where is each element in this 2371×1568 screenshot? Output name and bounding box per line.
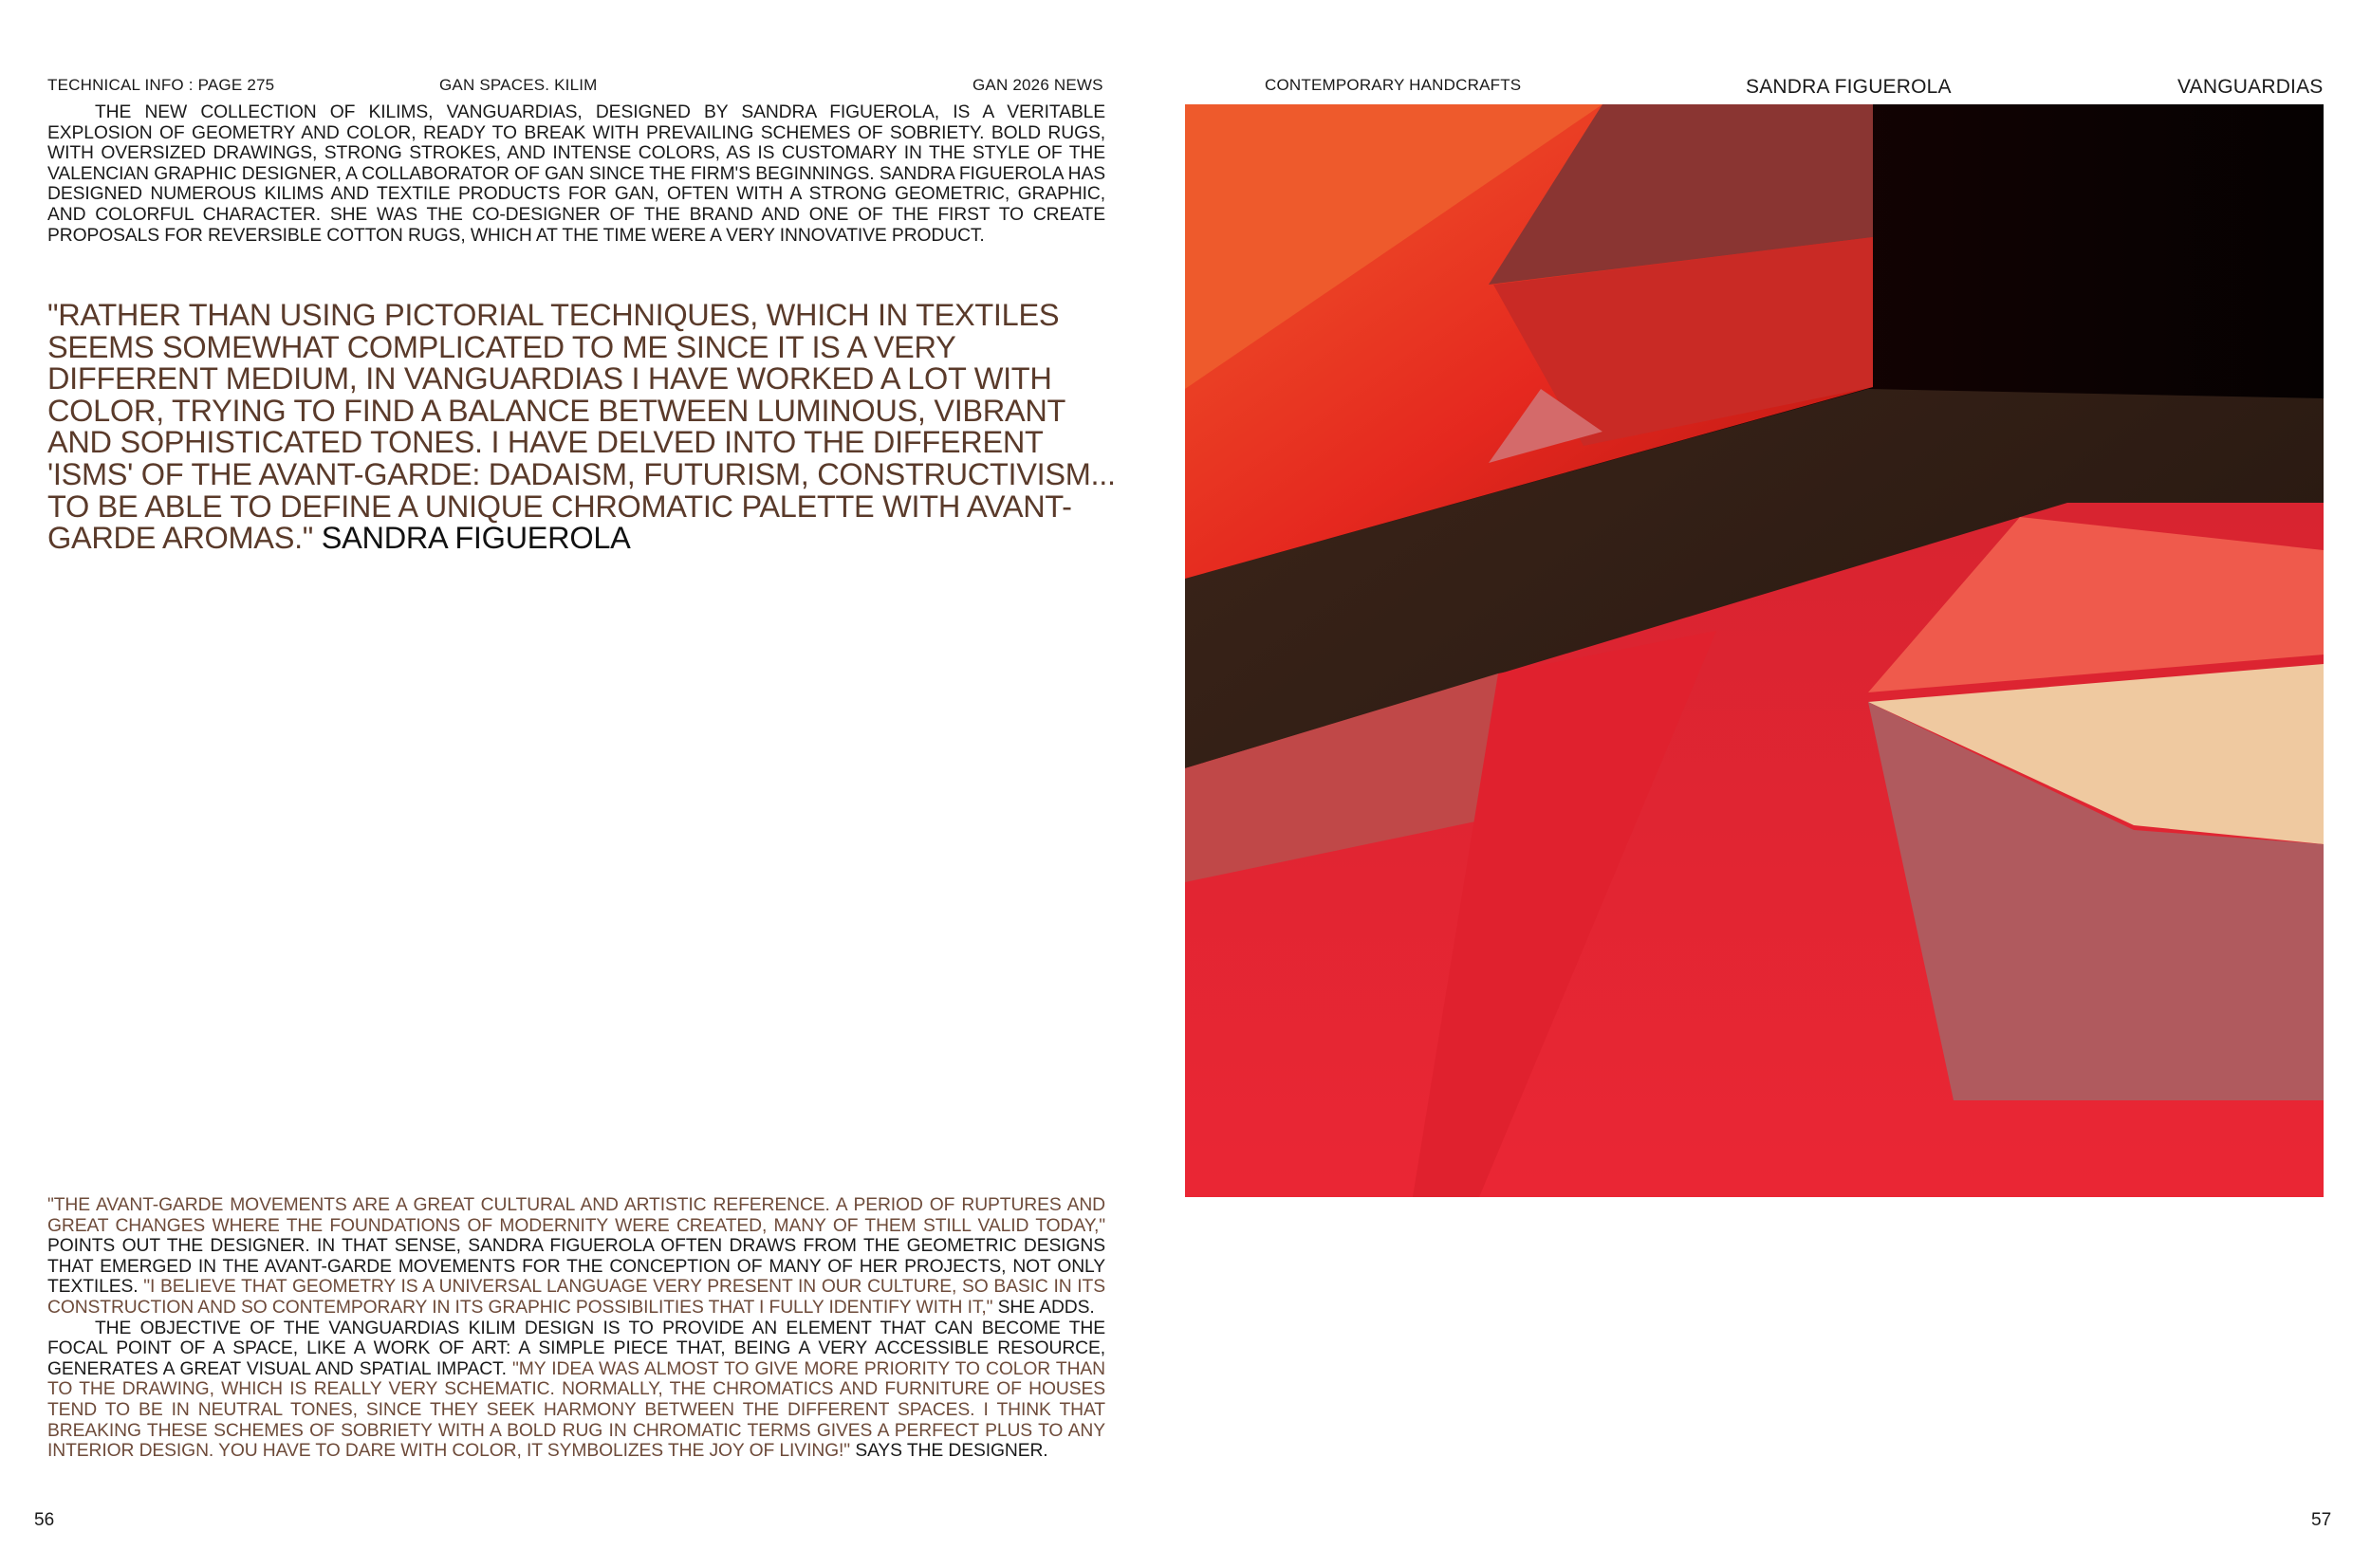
rug-photo-illustration bbox=[1185, 104, 2324, 1197]
intro-text: THE NEW COLLECTION OF KILIMS, VANGUARDIAS, DESIGNED BY SANDRA FIGUEROLA, IS A VERITABLE EXPLOSION OF GEOMETRY AND COLOR, READY TO BREAK WITH PREVAILING SCHEMES OF SOBRIETY. BOLD RUGS, WITH OVERSIZED DRAWINGS, STRONG STROKES, AND INTENSE COLORS, AS IS CUSTOMARY IN THE STYLE OF THE VALENCIAN GRAPHIC DESIGNER, A COLLABORATOR OF GAN SINCE THE FIRM'S BEGINNINGS. SANDRA FIGUEROLA HAS DESIGNED NUMEROUS KILIMS AND TEXTILE PRODUCTS FOR GAN, OFTEN WITH A STRONG GEOMETRIC, GRAPHIC, AND COLORFUL CHARACTER. SHE WAS THE CO-DESIGNER OF THE BRAND AND ONE OF THE FIRST TO CREATE PROPOSALS FOR REVERSIBLE COTTON RUGS, WHICH AT THE TIME WERE A VERY INNOVATIVE PRODUCT. bbox=[47, 102, 1105, 246]
lower-text-block bbox=[47, 1195, 1105, 1462]
running-header-section: GAN SPACES. KILIM bbox=[439, 76, 598, 94]
running-header-issue: GAN 2026 NEWS bbox=[972, 76, 1103, 94]
narrative-text: POINTS OUT THE DESIGNER. IN THAT SENSE, SANDRA FIGUEROLA OFTEN DRAWS FROM THE GEOMETRIC DESIGNS THAT EMERGED IN THE AVANT-GARDE MOVEMENTS FOR THE CONCEPTION OF MANY OF HER PROJECTS, NOT ONLY TEXTILES. bbox=[47, 1236, 1105, 1298]
narrative-text: SAYS THE DESIGNER. bbox=[855, 1441, 1048, 1462]
narrative-text: THE OBJECTIVE OF THE VANGUARDIAS KILIM DESIGN IS TO PROVIDE AN ELEMENT THAT CAN BECOME THE FOCAL POINT OF A SPACE, LIKE A WORK OF ART: A SIMPLE PIECE THAT, BEING A VERY ACCESSIBLE RESOURCE, GENERATES A GREAT VISUAL AND SPATIAL IMPACT. bbox=[47, 1318, 1105, 1379]
lower-paragraph-2 bbox=[47, 1319, 1105, 1462]
designer-quote: "THE AVANT-GARDE MOVEMENTS ARE A GREAT CULTURAL AND ARTISTIC REFERENCE. A PERIOD OF RUPTURES AND GREAT CHANGES WHERE THE FOUNDATIONS OF MODERNITY WERE CREATED, MANY OF THEM STILL VALID TODAY," bbox=[47, 1195, 1105, 1236]
pull-quote-author: SANDRA FIGUEROLA bbox=[321, 521, 631, 556]
narrative-text: SHE ADDS. bbox=[997, 1297, 1095, 1318]
intro-paragraph bbox=[47, 102, 1105, 246]
lower-paragraph-1 bbox=[47, 1195, 1105, 1319]
pull-quote bbox=[47, 300, 1124, 555]
rug-photo bbox=[1185, 104, 2324, 1197]
running-header-designer: SANDRA FIGUEROLA bbox=[1746, 76, 1952, 98]
page-number-right: 57 bbox=[2311, 1510, 2332, 1530]
page-number-left: 56 bbox=[34, 1510, 55, 1530]
running-header-collection: VANGUARDIAS bbox=[2177, 76, 2324, 98]
running-header-technical-info: TECHNICAL INFO : PAGE 275 bbox=[47, 76, 275, 94]
running-header-category: CONTEMPORARY HANDCRAFTS bbox=[1265, 76, 1522, 94]
designer-quote: "I BELIEVE THAT GEOMETRY IS A UNIVERSAL LANGUAGE VERY PRESENT IN OUR CULTURE, SO BASIC IN ITS CONSTRUCTION AND SO CONTEMPORARY IN ITS GRAPHIC POSSIBILITIES THAT I FULLY IDENTIFY WITH IT," bbox=[47, 1277, 1105, 1318]
pull-quote-text: "RATHER THAN USING PICTORIAL TECHNIQUES, WHICH IN TEXTILES SEEMS SOMEWHAT COMPLICATED TO ME SINCE IT IS A VERY DIFFERENT MEDIUM, IN VANGUARDIAS I HAVE WORKED A LOT WITH COLOR, TRYING TO FIND A BALANCE BETWEEN LUMINOUS, VIBRANT AND SOPHISTICATED TONES. I HAVE DELVED INTO THE DIFFERENT 'ISMS' OF THE AVANT-GARDE: DADAISM, FUTURISM, CONSTRUCTIVISM... TO BE ABLE TO DEFINE A UNIQUE CHROMATIC PALETTE WITH AVANT-GARDE AROMAS." bbox=[47, 298, 1116, 556]
designer-quote: "MY IDEA WAS ALMOST TO GIVE MORE PRIORITY TO COLOR THAN TO THE DRAWING, WHICH IS REALLY VERY SCHEMATIC. NORMALLY, THE CHROMATICS AND FURNITURE OF HOUSES TEND TO BE IN NEUTRAL TONES, SINCE THEY SEEK HARMONY BETWEEN THE DIFFERENT SPACES. I THINK THAT BREAKING THESE SCHEMES OF SOBRIETY WITH A BOLD RUG IN CHROMATIC TERMS GIVES A PERFECT PLUS TO ANY INTERIOR DESIGN. YOU HAVE TO DARE WITH COLOR, IT SYMBOLIZES THE JOY OF LIVING!" bbox=[47, 1358, 1105, 1462]
